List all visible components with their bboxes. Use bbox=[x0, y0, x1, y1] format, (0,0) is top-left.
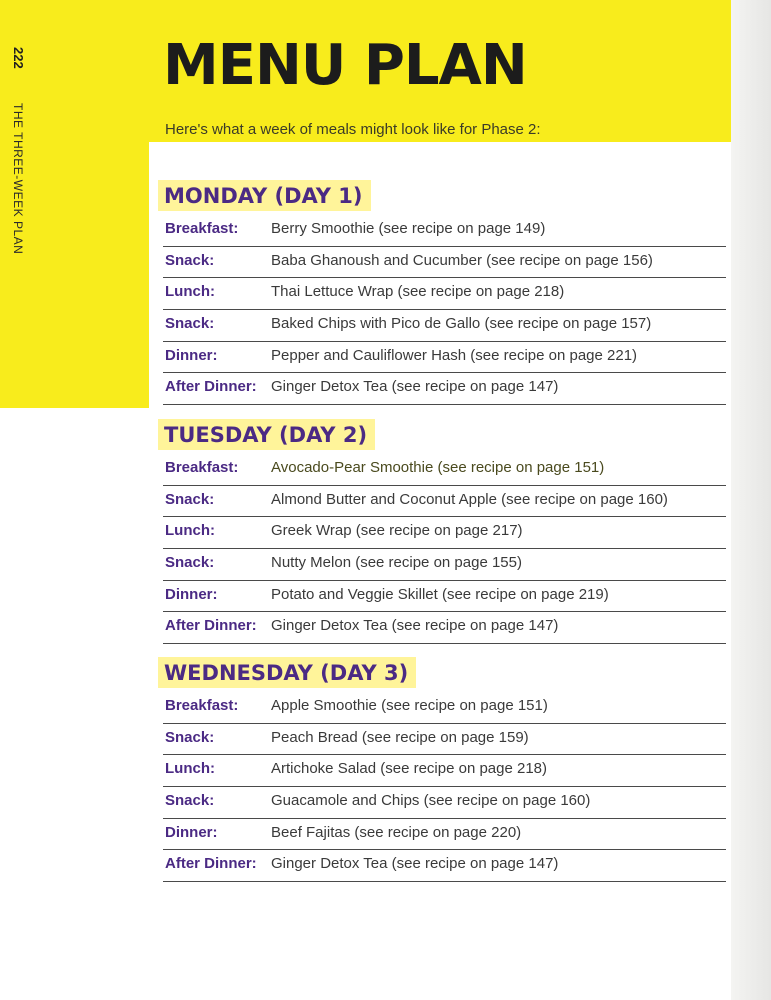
meal-item: Avocado-Pear Smoothie (see recipe on page 151) bbox=[271, 459, 605, 477]
meal-label: Snack: bbox=[165, 251, 215, 269]
meal-item: Beef Fajitas (see recipe on page 220) bbox=[271, 823, 522, 841]
day-section-wednesday bbox=[158, 657, 730, 882]
meal-row bbox=[163, 373, 726, 405]
meal-row bbox=[163, 247, 726, 279]
meal-item: Nutty Melon (see recipe on page 155) bbox=[271, 553, 522, 571]
meal-item: Baked Chips with Pico de Gallo (see recipe on page 157) bbox=[271, 314, 652, 332]
page-title: MENU PLAN bbox=[163, 33, 527, 98]
meal-row bbox=[163, 454, 726, 486]
meal-label: After Dinner: bbox=[165, 855, 257, 873]
day-section-tuesday bbox=[158, 419, 730, 644]
meal-row bbox=[163, 692, 726, 724]
meal-label: Snack: bbox=[165, 728, 215, 746]
running-header bbox=[8, 45, 32, 385]
meal-label: Dinner: bbox=[165, 346, 218, 364]
meal-item: Apple Smoothie (see recipe on page 151) bbox=[271, 697, 548, 715]
meal-row bbox=[163, 581, 726, 613]
meal-row bbox=[163, 278, 726, 310]
meal-label: Snack: bbox=[165, 490, 215, 508]
day-section-monday bbox=[158, 180, 730, 405]
meal-row bbox=[163, 850, 726, 882]
meal-item: Greek Wrap (see recipe on page 217) bbox=[271, 522, 523, 540]
meal-label: Breakfast: bbox=[165, 220, 239, 238]
meal-row bbox=[163, 310, 726, 342]
meal-label: Dinner: bbox=[165, 585, 218, 603]
meal-item: Almond Butter and Coconut Apple (see recipe on page 160) bbox=[271, 490, 668, 508]
meal-label: Lunch: bbox=[165, 283, 215, 301]
meal-item: Pepper and Cauliflower Hash (see recipe on page 221) bbox=[271, 346, 638, 364]
meal-label: Lunch: bbox=[165, 760, 215, 778]
meal-label: Dinner: bbox=[165, 823, 218, 841]
meal-item: Peach Bread (see recipe on page 159) bbox=[271, 728, 529, 746]
meal-item: Ginger Detox Tea (see recipe on page 147) bbox=[271, 617, 559, 635]
meal-item: Baba Ghanoush and Cucumber (see recipe on page 156) bbox=[271, 251, 653, 269]
meal-label: Lunch: bbox=[165, 522, 215, 540]
meal-label: Snack: bbox=[165, 791, 215, 809]
meal-item: Potato and Veggie Skillet (see recipe on page 219) bbox=[271, 585, 609, 603]
meal-row bbox=[163, 819, 726, 851]
meal-label: Breakfast: bbox=[165, 697, 239, 715]
day-heading: WEDNESDAY (DAY 3) bbox=[158, 657, 416, 688]
meal-row bbox=[163, 549, 726, 581]
page-gutter-shadow bbox=[731, 0, 771, 1000]
day-heading: TUESDAY (DAY 2) bbox=[158, 419, 375, 450]
meal-item: Ginger Detox Tea (see recipe on page 147) bbox=[271, 378, 559, 396]
meal-row bbox=[163, 724, 726, 756]
meal-label: Breakfast: bbox=[165, 459, 239, 477]
meal-row bbox=[163, 342, 726, 374]
meal-label: After Dinner: bbox=[165, 617, 257, 635]
intro-text: Here's what a week of meals might look like for Phase 2: bbox=[165, 121, 541, 138]
meal-row bbox=[163, 612, 726, 644]
day-heading: MONDAY (DAY 1) bbox=[158, 180, 371, 211]
book-section-label: THE THREE-WEEK PLAN bbox=[11, 103, 25, 255]
meal-item: Thai Lettuce Wrap (see recipe on page 218) bbox=[271, 283, 565, 301]
page-number: 222 bbox=[11, 47, 26, 69]
meal-row bbox=[163, 486, 726, 518]
meal-row bbox=[163, 517, 726, 549]
meal-label: Snack: bbox=[165, 314, 215, 332]
meal-row bbox=[163, 215, 726, 247]
meal-row bbox=[163, 787, 726, 819]
meal-label: Snack: bbox=[165, 553, 215, 571]
meal-row bbox=[163, 755, 726, 787]
meal-item: Berry Smoothie (see recipe on page 149) bbox=[271, 220, 546, 238]
meal-item: Guacamole and Chips (see recipe on page 160) bbox=[271, 791, 591, 809]
meal-item: Artichoke Salad (see recipe on page 218) bbox=[271, 760, 548, 778]
meal-item: Ginger Detox Tea (see recipe on page 147) bbox=[271, 855, 559, 873]
meal-label: After Dinner: bbox=[165, 378, 257, 396]
